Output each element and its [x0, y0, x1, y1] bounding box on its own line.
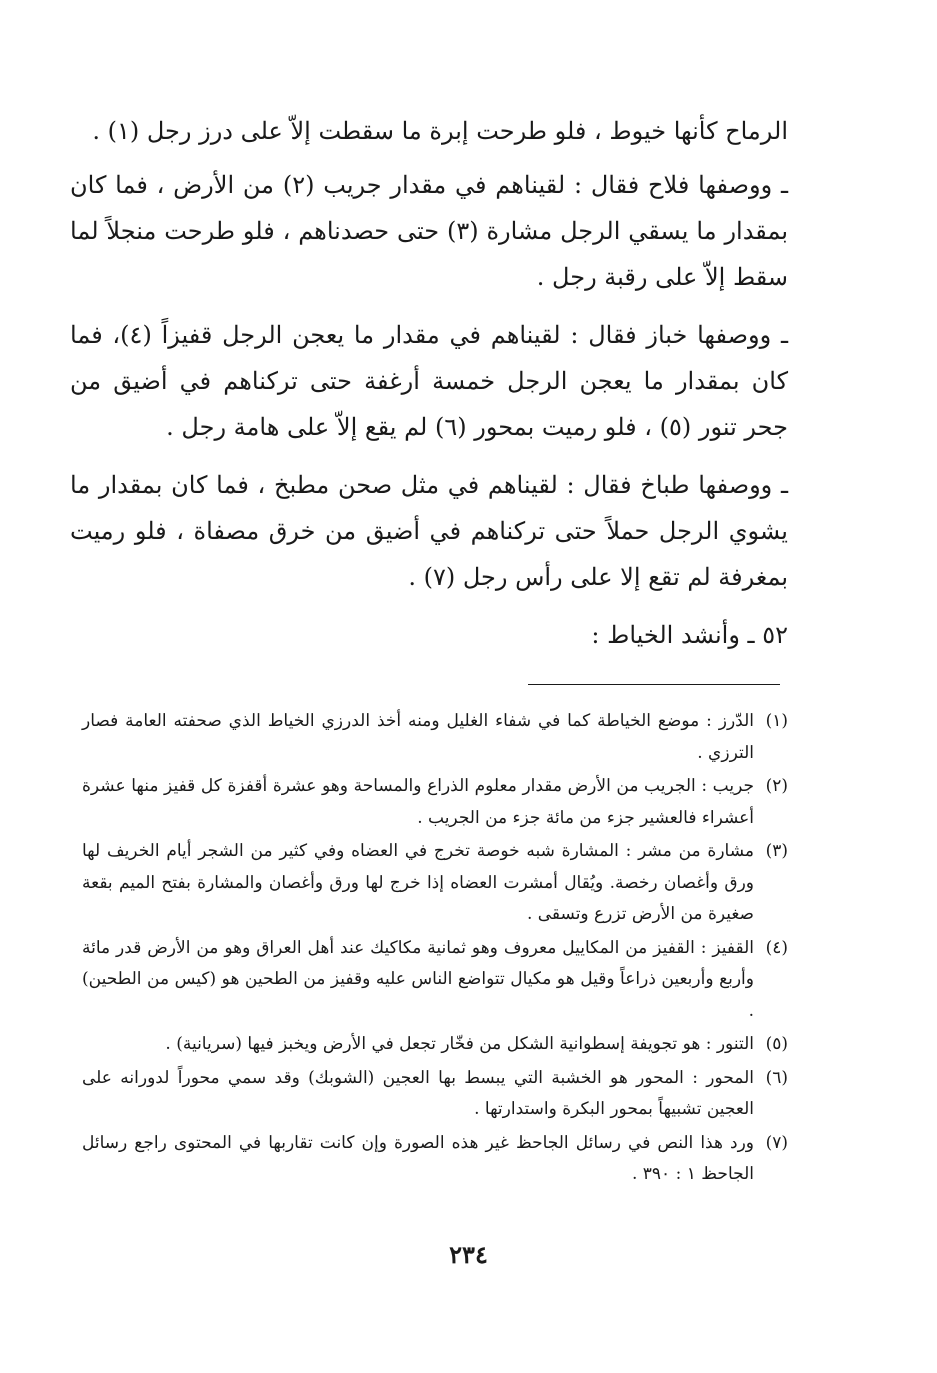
footnote-text: الدّرز : موضع الخياطة كما في شفاء الغليل ومنه أخذ الدرزي الخياط الذي صحفته العامة فصار الترزي . [82, 711, 754, 763]
footnote-text: المحور : المحور هو الخشبة التي يبسط بها العجين (الشوبك) وقد سمي محوراً لدورانه على العجين تشبيهاً بمحور البكرة واستدارتها . [82, 1067, 754, 1119]
paragraph-3: ـ ووصفها خباز فقال : لقيناهم في مقدار ما يعجن الرجل قفيزاً (٤)، فما كان بمقدار ما يعجن الرجل خمسة أرغفة حتى تركناهم في أضيق من جحر تنور (٥) ، فلو رميت بمحور (٦) لم يقع إلاّ على هامة رجل . [70, 321, 789, 441]
section-heading: ٥٢ ـ وأنشد الخياط : [591, 621, 788, 649]
footnote-number: (٥) [765, 1034, 788, 1054]
footnote-2 [82, 771, 788, 834]
footnote-text: القفيز : القفيز من المكاييل معروف وهو ثمانية مكاكيك عند أهل العراق وهو من الأرض قدر مائة وأربع وأربعين ذراعاً وقيل هو مكيال تتواضع الناس عليه وقفيز من الطحين هو (كيس من الطحين) . [82, 937, 754, 1021]
footnote-7 [82, 1128, 788, 1191]
paragraph-4: ـ ووصفها طباخ فقال : لقيناهم في مثل صحن مطبخ ، فما كان بمقدار ما يشوي الرجل حملاً حتى تركناهم في أضيق من خرق مصفاة ، فلو رميت بمغرفة لم تقع إلا على رأس رجل (٧) . [70, 471, 788, 591]
footnote-4 [82, 933, 788, 1028]
footnote-text: مشارة من مشر : المشارة شبه خوصة تخرج في العضاه وفي كثير من الشجر أيام الخريف لها ورق وأغصان رخصة. ويُقال أمشرت العضاه إذا خرج لها ورق وأغصان والمشارة بفتح الميم بقعة صغيرة من الأرض تزرع وتسقى . [82, 841, 754, 924]
footnote-divider [528, 684, 780, 685]
footnotes [82, 706, 788, 1193]
footnote-number: (٣) [765, 841, 788, 861]
paragraph-2: ـ ووصفها فلاح فقال : لقيناهم في مقدار جريب (٢) من الأرض ، فما كان بمقدار ما يسقي الرجل مشارة (٣) حتى حصدناهم ، فلو طرحت منجلاً لما سقط إلاّ على رقبة رجل . [70, 171, 789, 291]
footnote-number: (١) [765, 711, 788, 731]
footnote-6 [82, 1063, 788, 1126]
footnote-5 [82, 1029, 788, 1061]
footnote-text: جريب : الجريب من الأرض مقدار معلوم الذراع والمساحة وهو عشرة أقفزة كل قفيز منها عشرة أعشراء فالعشير جزء من مائة جزء من الجريب . [82, 776, 754, 828]
footnote-number: (٧) [765, 1132, 788, 1153]
footnote-text: ورد هذا النص في رسائل الجاحظ غير هذه الصورة وإن كانت تقاربها في المحتوى راجع رسائل الجاحظ ١ : ٣٩٠ . [82, 1132, 754, 1184]
footnote-text: التنور : هو تجويفة إسطوانية الشكل من فخّار تجعل في الأرض ويخبز فيها (سريانية) . [165, 1034, 754, 1054]
page-number: ٢٣٤ [449, 1240, 488, 1269]
footnote-1 [82, 706, 788, 769]
footnote-number: (٢) [765, 776, 788, 796]
main-text [70, 108, 788, 670]
paragraph-1: الرماح كأنها خيوط ، فلو طرحت إبرة ما سقطت إلاّ على درز رجل (١) . [92, 117, 788, 145]
footnote-number: (٦) [765, 1067, 788, 1088]
footnote-3 [82, 836, 788, 931]
footnote-number: (٤) [765, 937, 788, 958]
